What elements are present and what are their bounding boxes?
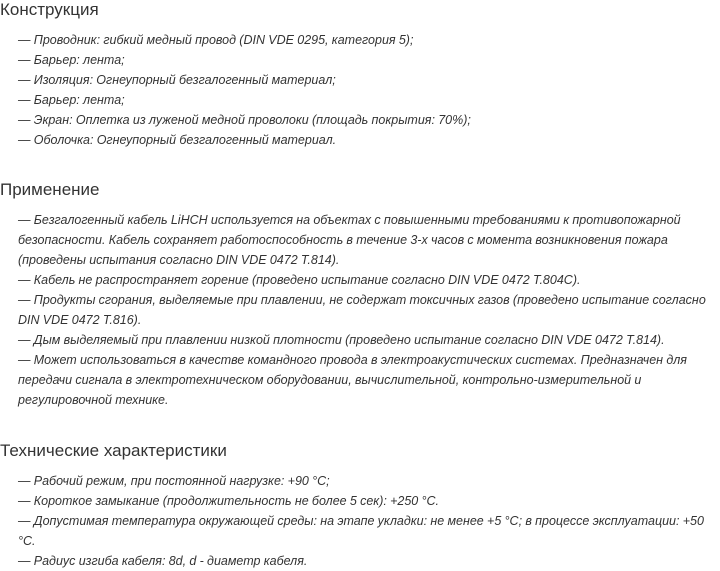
section-title-construction: Конструкция [0,0,99,19]
section-title-application: Применение [0,180,100,199]
list-item: — Рабочий режим, при постоянной нагрузке: +90 °C; [18,474,330,488]
list-item: — Барьер: лента; [18,53,125,67]
list-item: — Может использоваться в качестве командного провода в электроакустических системах. Предназначен для передачи сигнала в электротехническом оборудовании, вычислительной, контрольно-измерительной и регулировочной технике. [18,353,687,407]
list-item: — Допустимая температура окружающей среды: на этапе укладки: не менее +5 °C; в процессе эксплуатации: +50 °C. [18,514,704,548]
list-item: — Безгалогенный кабель LiHCH используется на объектах с повышенными требованиями к противопожарной безопасности. Кабель сохраняет работоспособность в течение 3-х часов с момента возникновения пожара (проведены испытания согласно DIN VDE 0472 T.814). [18,213,681,267]
list-item: — Проводник: гибкий медный провод (DIN VDE 0295, категория 5); [18,33,414,47]
section-title-specs: Технические характеристики [0,441,227,460]
list-item: — Экран: Оплетка из луженой медной проволоки (площадь покрытия: 70%); [18,113,471,127]
list-item: — Продукты сгорания, выделяемые при плавлении, не содержат токсичных газов (проведено испытание согласно DIN VDE 0472 T.816). [18,293,706,327]
list-item: — Оболочка: Огнеупорный безгалогенный материал. [18,133,337,147]
list-item: — Изоляция: Огнеупорный безгалогенный материал; [18,73,336,87]
list-item: — Кабель не распространяет горение (проведено испытание согласно DIN VDE 0472 T.804C). [18,273,581,287]
construction-list [0,30,720,150]
list-item: — Барьер: лента; [18,93,125,107]
list-item: — Радиус изгиба кабеля: 8d, d - диаметр кабеля. [18,554,308,568]
application-list [0,210,720,410]
specs-list [0,471,720,571]
list-item: — Дым выделяемый при плавлении низкой плотности (проведено испытание согласно DIN VDE 0472 T.814). [18,333,665,347]
list-item: — Короткое замыкание (продолжительность не более 5 сек): +250 °C. [18,494,440,508]
